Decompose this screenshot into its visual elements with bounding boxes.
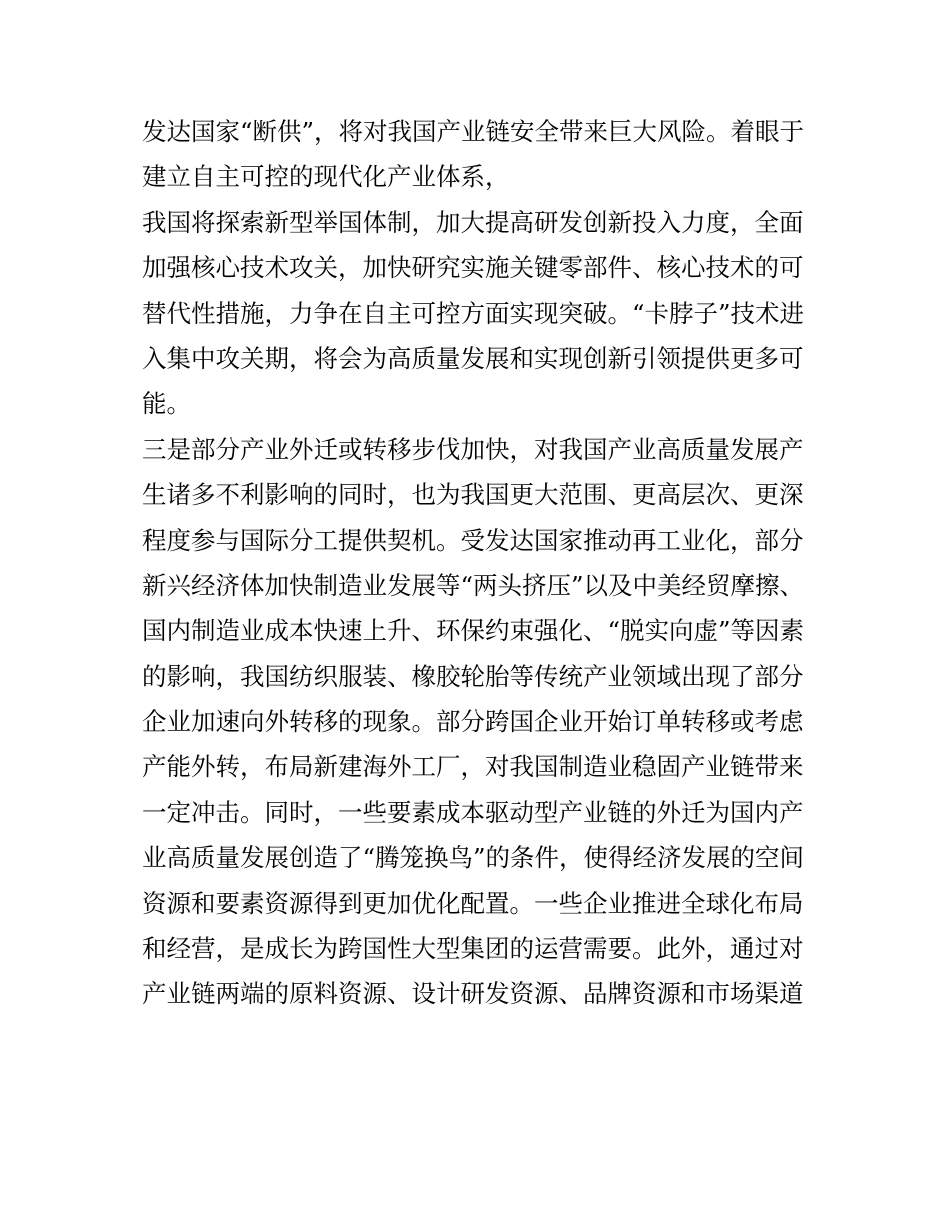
text-line: 的影响，我国纺织服装、橡胶轮胎等传统产业领域出现了部分 xyxy=(142,661,804,691)
text-line: 产能外转，布局新建海外工厂，对我国制造业稳固产业链带来 xyxy=(142,752,804,782)
text-line: 替代性措施，力争在自主可控方面实现突破。“卡脖子”技术进 xyxy=(142,298,805,328)
text-line: 生诸多不利影响的同时，也为我国更大范围、更高层次、更深 xyxy=(142,480,804,510)
text-line: 和经营，是成长为跨国性大型集团的运营需要。此外，通过对 xyxy=(142,934,804,964)
text-line: 入集中攻关期，将会为高质量发展和实现创新引领提供更多可 xyxy=(142,343,804,373)
text-line: 企业加速向外转移的现象。部分跨国企业开始订单转移或考虑 xyxy=(142,707,804,737)
text-line: 发达国家“断供”，将对我国产业链安全带来巨大风险。着眼于 xyxy=(142,117,805,146)
text-line: 三是部分产业外迁或转移步伐加快，对我国产业高质量发展产 xyxy=(142,434,804,464)
text-line: 建立自主可控的现代化产业体系， xyxy=(142,162,510,192)
text-line: 加强核心技术攻关，加快研究实施关键零部件、核心技术的可 xyxy=(142,253,804,283)
text-line: 程度参与国际分工提供契机。受发达国家推动再工业化，部分 xyxy=(142,525,804,555)
text-line: 一定冲击。同时，一些要素成本驱动型产业链的外迁为国内产 xyxy=(142,797,804,827)
text-line: 国内制造业成本快速上升、环保约束强化、“脱实向虚”等因素 xyxy=(142,616,805,646)
text-line: 资源和要素资源得到更加优化配置。一些企业推进全球化布局 xyxy=(142,888,804,918)
text-line: 业高质量发展创造了“腾笼换鸟”的条件，使得经济发展的空间 xyxy=(142,843,805,873)
body-text xyxy=(142,109,822,1017)
text-line: 能。 xyxy=(142,389,191,419)
text-line: 产业链两端的原料资源、设计研发资源、品牌资源和市场渠道 xyxy=(142,979,804,1009)
text-line: 新兴经济体加快制造业发展等“两头挤压”以及中美经贸摩擦、 xyxy=(142,570,805,600)
text-line: 我国将探索新型举国体制，加大提高研发创新投入力度，全面 xyxy=(142,207,804,237)
